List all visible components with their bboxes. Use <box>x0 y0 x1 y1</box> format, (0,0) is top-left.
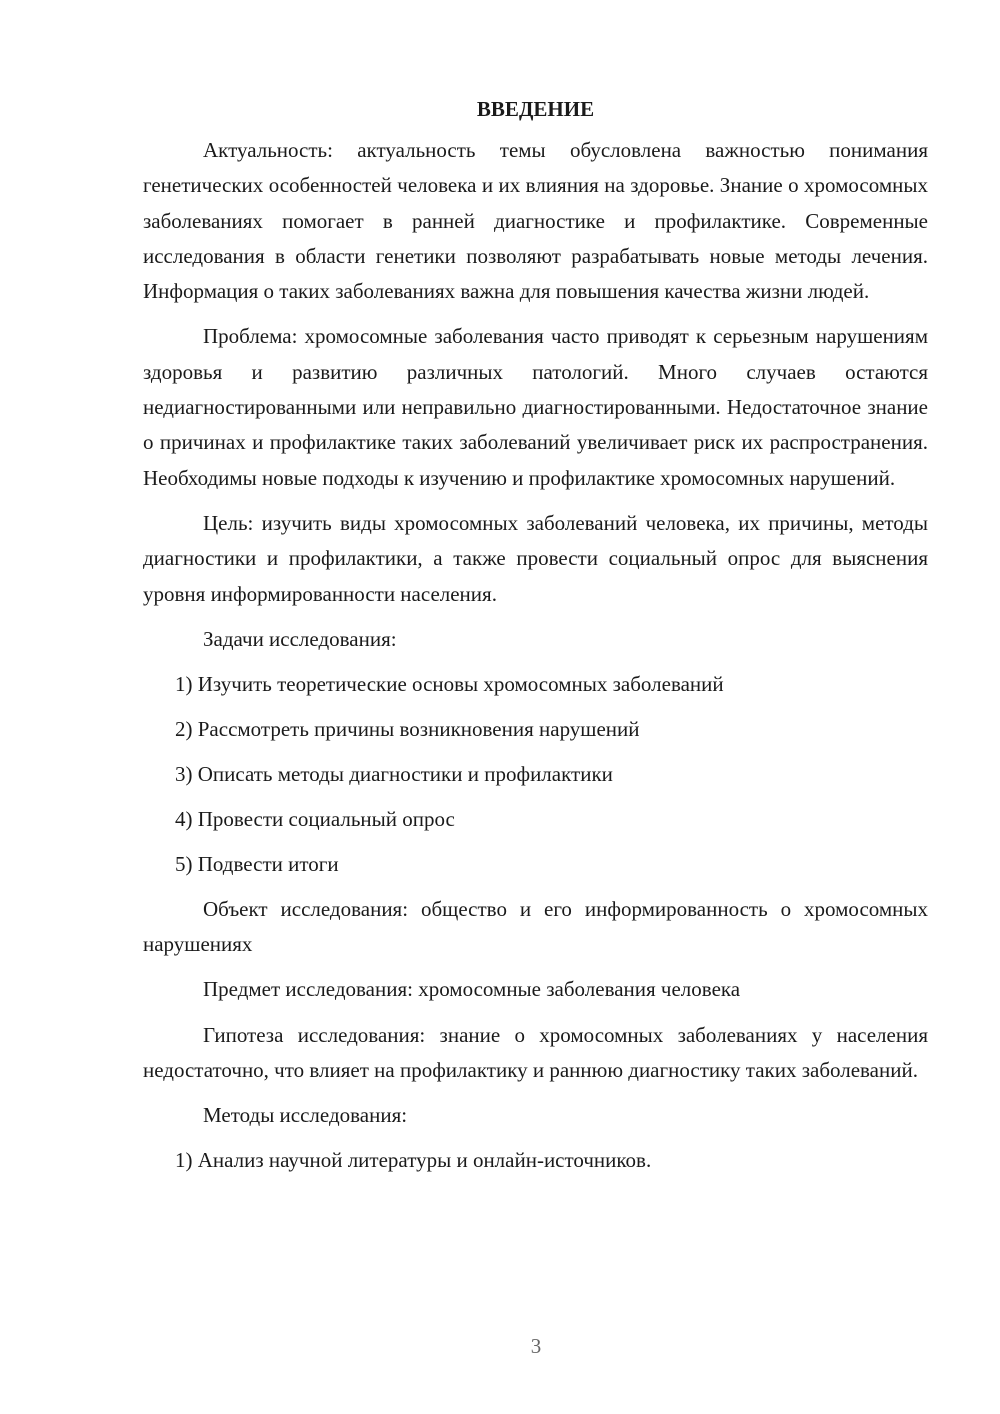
problem-paragraph: Проблема: хромосомные заболевания часто приводят к серьезным нарушениям здоровья и развитию различных патологий. Много случаев остаются недиагностированными или неправильно диагностированными. Недостаточное знание о причинах и профилактике таких заболеваний увеличивает риск их распространения. Необходимы новые подходы к изучению и профилактике хромосомных нарушений. <box>143 324 928 490</box>
hypothesis-paragraph: Гипотеза исследования: знание о хромосомных заболеваниях у населения недостаточно, что влияет на профилактику и раннюю диагностику таких заболеваний. <box>143 1022 928 1083</box>
task-item-5: 5) Подвести итоги <box>175 851 339 876</box>
tasks-heading: Задачи исследования: <box>203 626 397 651</box>
relevance-paragraph: Актуальность: актуальность темы обусловлена важностью понимания генетических особенностей человека и их влияния на здоровье. Знание о хромосомных заболеваниях помогает в ранней диагностике и профилактике. Современные исследования в области генетики позволяют разрабатывать новые методы лечения. Информация о таких заболеваниях важна для повышения качества жизни людей. <box>143 138 928 304</box>
object-paragraph: Объект исследования: общество и его информированность о хромосомных нарушениях <box>143 896 928 957</box>
methods-heading: Методы исследования: <box>203 1103 408 1128</box>
section-title: ВВЕДЕНИЕ <box>476 97 595 121</box>
task-item-4: 4) Провести социальный опрос <box>175 806 455 831</box>
task-item-1: 1) Изучить теоретические основы хромосомных заболеваний <box>175 671 724 696</box>
page-number: 3 <box>530 1334 542 1358</box>
goal-paragraph: Цель: изучить виды хромосомных заболеваний человека, их причины, методы диагностики и профилактики, а также провести социальный опрос для выяснения уровня информированности населения. <box>143 510 928 606</box>
task-item-3: 3) Описать методы диагностики и профилактики <box>175 761 613 786</box>
subject-paragraph: Предмет исследования: хромосомные заболевания человека <box>203 977 741 1002</box>
method-item-1: 1) Анализ научной литературы и онлайн-источников. <box>175 1148 652 1173</box>
task-item-2: 2) Рассмотреть причины возникновения нарушений <box>175 716 640 741</box>
document-page <box>143 92 928 1188</box>
